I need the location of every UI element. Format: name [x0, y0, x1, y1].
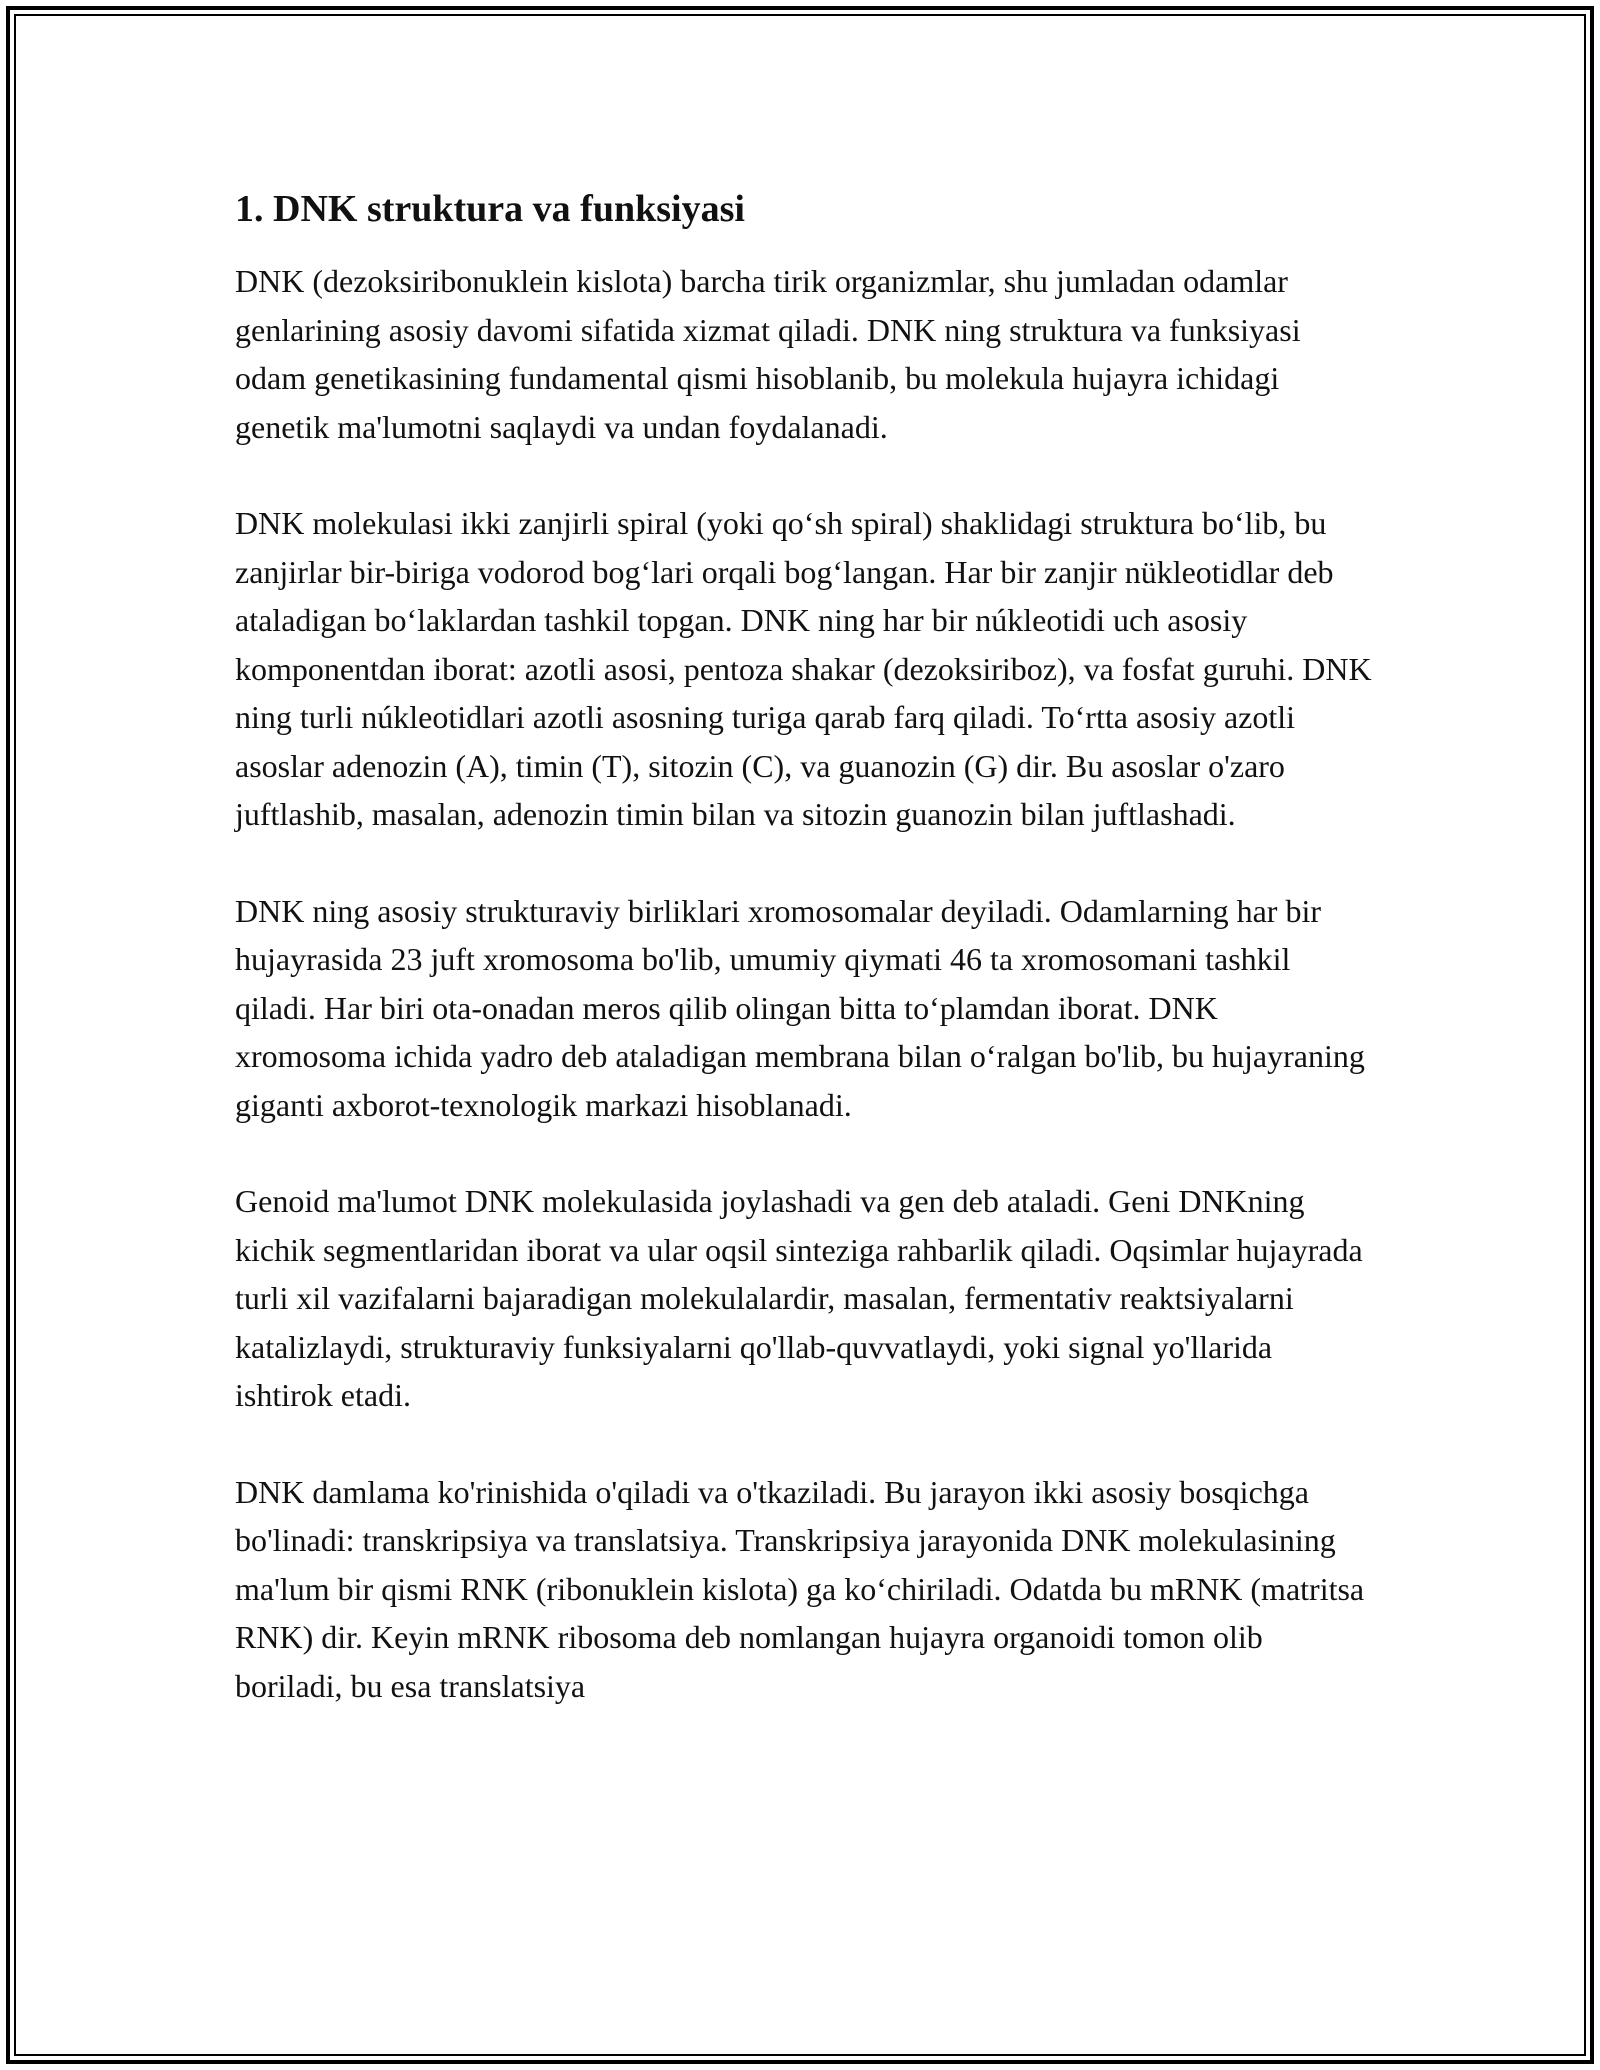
paragraph-chromosomes: DNK ning asosiy strukturaviy birliklari xromosomalar deyiladi. Odamlarning har bir hujayrasida 23 juft xromosoma bo'lib, umumiy qiymati 46 ta xromosomani tashkil qiladi. Har biri ota-onadan meros qilib olingan bitta to‘plamdan iborat. DNK xromosoma ichida yadro deb ataladigan membrana bilan o‘ralgan bo'lib, bu hujayraning giganti axborot-texnologik markazi hisoblanadi. [235, 892, 1365, 1123]
paragraph-double-helix: DNK molekulasi ikki zanjirli spiral (yoki qo‘sh spiral) shaklidagi struktura bo‘lib, bu zanjirlar bir-biriga vodorod bog‘lari orqali bog‘langan. Har bir zanjir nükleotidlar deb ataladigan bo‘laklardan tashkil topgan. DNK ning har bir núkleotidi uch asosiy komponentdan iborat: azotli asosi, pentoza shakar (dezoksiriboz), va fosfat guruhi. DNK ning turli núkleotidlari azotli asosning turiga qarab farq qiladi. To‘rtta asosiy azotli asoslar adenozin (A), timin (T), sitozin (C), va guanozin (G) dir. Bu asoslar o'zaro juftlashib, masalan, adenozin timin bilan va sitozin guanozin bilan juftlashadi. [235, 505, 1372, 832]
paragraph-transcription: DNK damlama ko'rinishida o'qiladi va o'tkaziladi. Bu jarayon ikki asosiy bosqichga bo'linadi: transkripsiya va translatsiya. Transkripsiya jarayonida DNK molekulasining ma'lum bir qismi RNK (ribonuklein kislota) ga ko‘chiriladi. Odatda bu mRNK (matritsa RNK) dir. Keyin mRNK ribosoma deb nomlangan hujayra organoidi tomon olib boriladi, bu esa translatsiya [235, 1473, 1365, 1704]
document-page [235, 185, 1375, 1758]
paragraph-dna-overview: DNK (dezoksiribonuklein kislota) barcha tirik organizmlar, shu jumladan odamlar genlarining asosiy davomi sifatida xizmat qiladi. DNK ning struktura va funksiyasi odam genetikasining fundamental qismi hisoblanib, bu molekula hujayra ichidagi genetik ma'lumotni saqlaydi va undan foydalanadi. [235, 263, 1301, 445]
paragraph-genes: Genoid ma'lumot DNK molekulasida joylashadi va gen deb ataladi. Geni DNKning kichik segmentlaridan iborat va ular oqsil sinteziga rahbarlik qiladi. Oqsimlar hujayrada turli xil vazifalarni bajaradigan molekulalardir, masalan, fermentativ reaktsiyalarni katalizlaydi, strukturaviy funksiyalarni qo'llab-quvvatlaydi, yoki signal yo'llarida ishtirok etadi. [235, 1183, 1363, 1413]
section-heading: 1. DNK struktura va funksiyasi [235, 188, 745, 230]
